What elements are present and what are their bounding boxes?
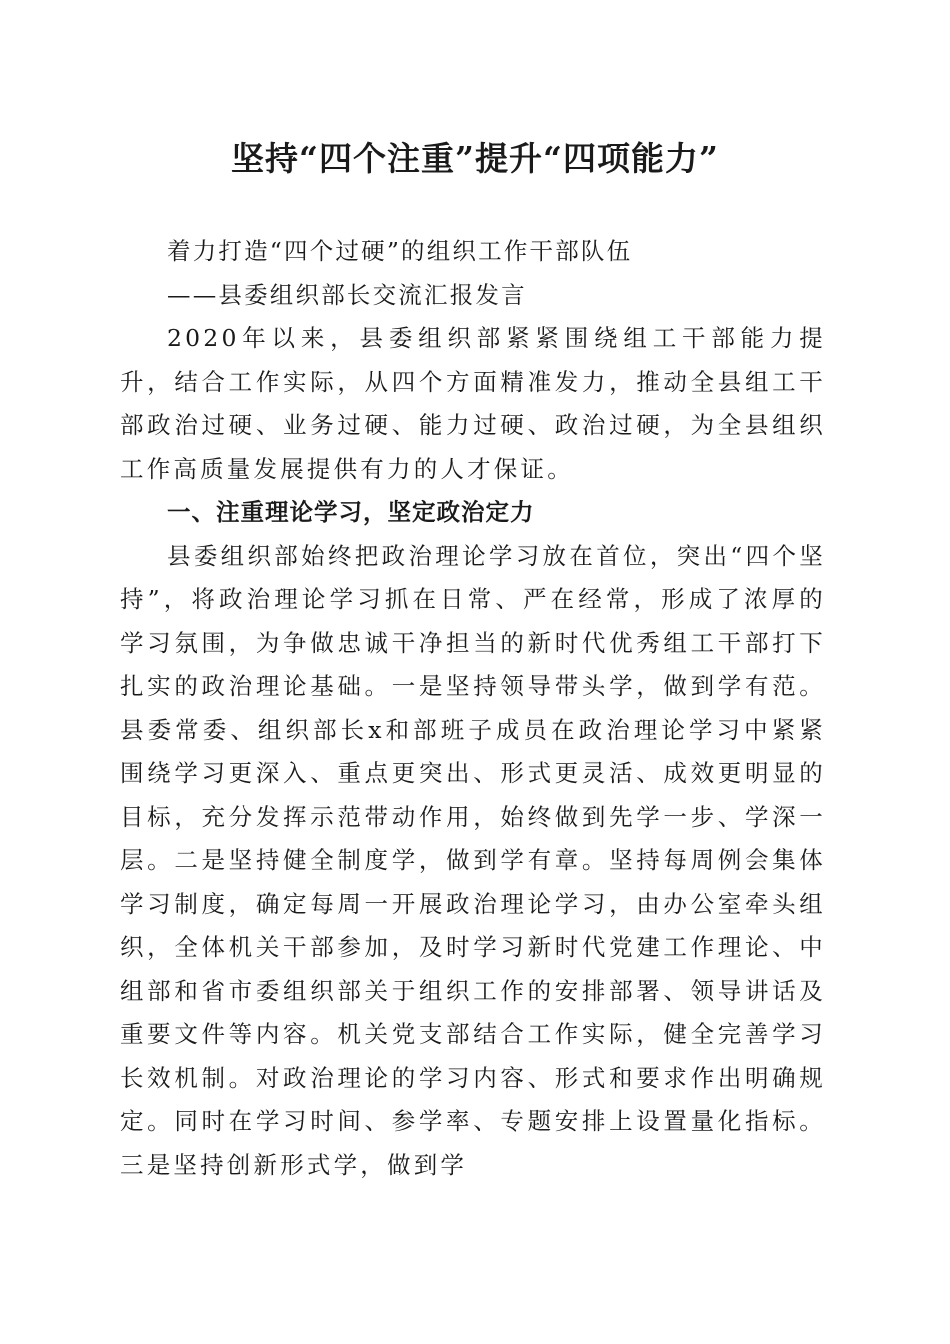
subtitle-line: 着力打造“四个过硬”的组织工作干部队伍 (167, 237, 633, 265)
document-body (120, 230, 826, 1187)
subtitle-attribution: ——县委组织部长交流汇报发言 (167, 280, 527, 309)
section-heading: 一、注重理论学习，坚定政治定力 (167, 498, 535, 526)
document-title: 坚持“四个注重”提升“四项能力” (231, 139, 719, 178)
intro-paragraph: 2020年以来，县委组织部紧紧围绕组工干部能力提升，结合工作实际，从四个方面精准发力，推动全县组工干部政治过硬、业务过硬、能力过硬、政治过硬，为全县组织工作高质量发展提供有力的人才保证。 (120, 324, 826, 483)
section-paragraph: 县委组织部始终把政治理论学习放在首位，突出“四个坚持”，将政治理论学习抓在日常、严在经常，形成了浓厚的学习氛围，为争做忠诚干净担当的新时代优秀组工干部打下扎实的政治理论基础。一是坚持领导带头学，做到学有范。县委常委、组织部长x和部班子成员在政治理论学习中紧紧围绕学习更深入、重点更突出、形式更灵活、成效更明显的目标，充分发挥示范带动作用，始终做到先学一步、学深一层。二是坚持健全制度学，做到学有章。坚持每周例会集体学习制度，确定每周一开展政治理论学习，由办公室牵头组织，全体机关干部参加，及时学习新时代党建工作理论、中组部和省市委组织部关于组织工作的安排部署、领导讲话及重要文件等内容。机关党支部结合工作实际，健全完善学习长效机制。对政治理论的学习内容、形式和要求作出明确规定。同时在学习时间、参学率、专题安排上设置量化指标。三是坚持创新形式学，做到学 (120, 541, 826, 1179)
